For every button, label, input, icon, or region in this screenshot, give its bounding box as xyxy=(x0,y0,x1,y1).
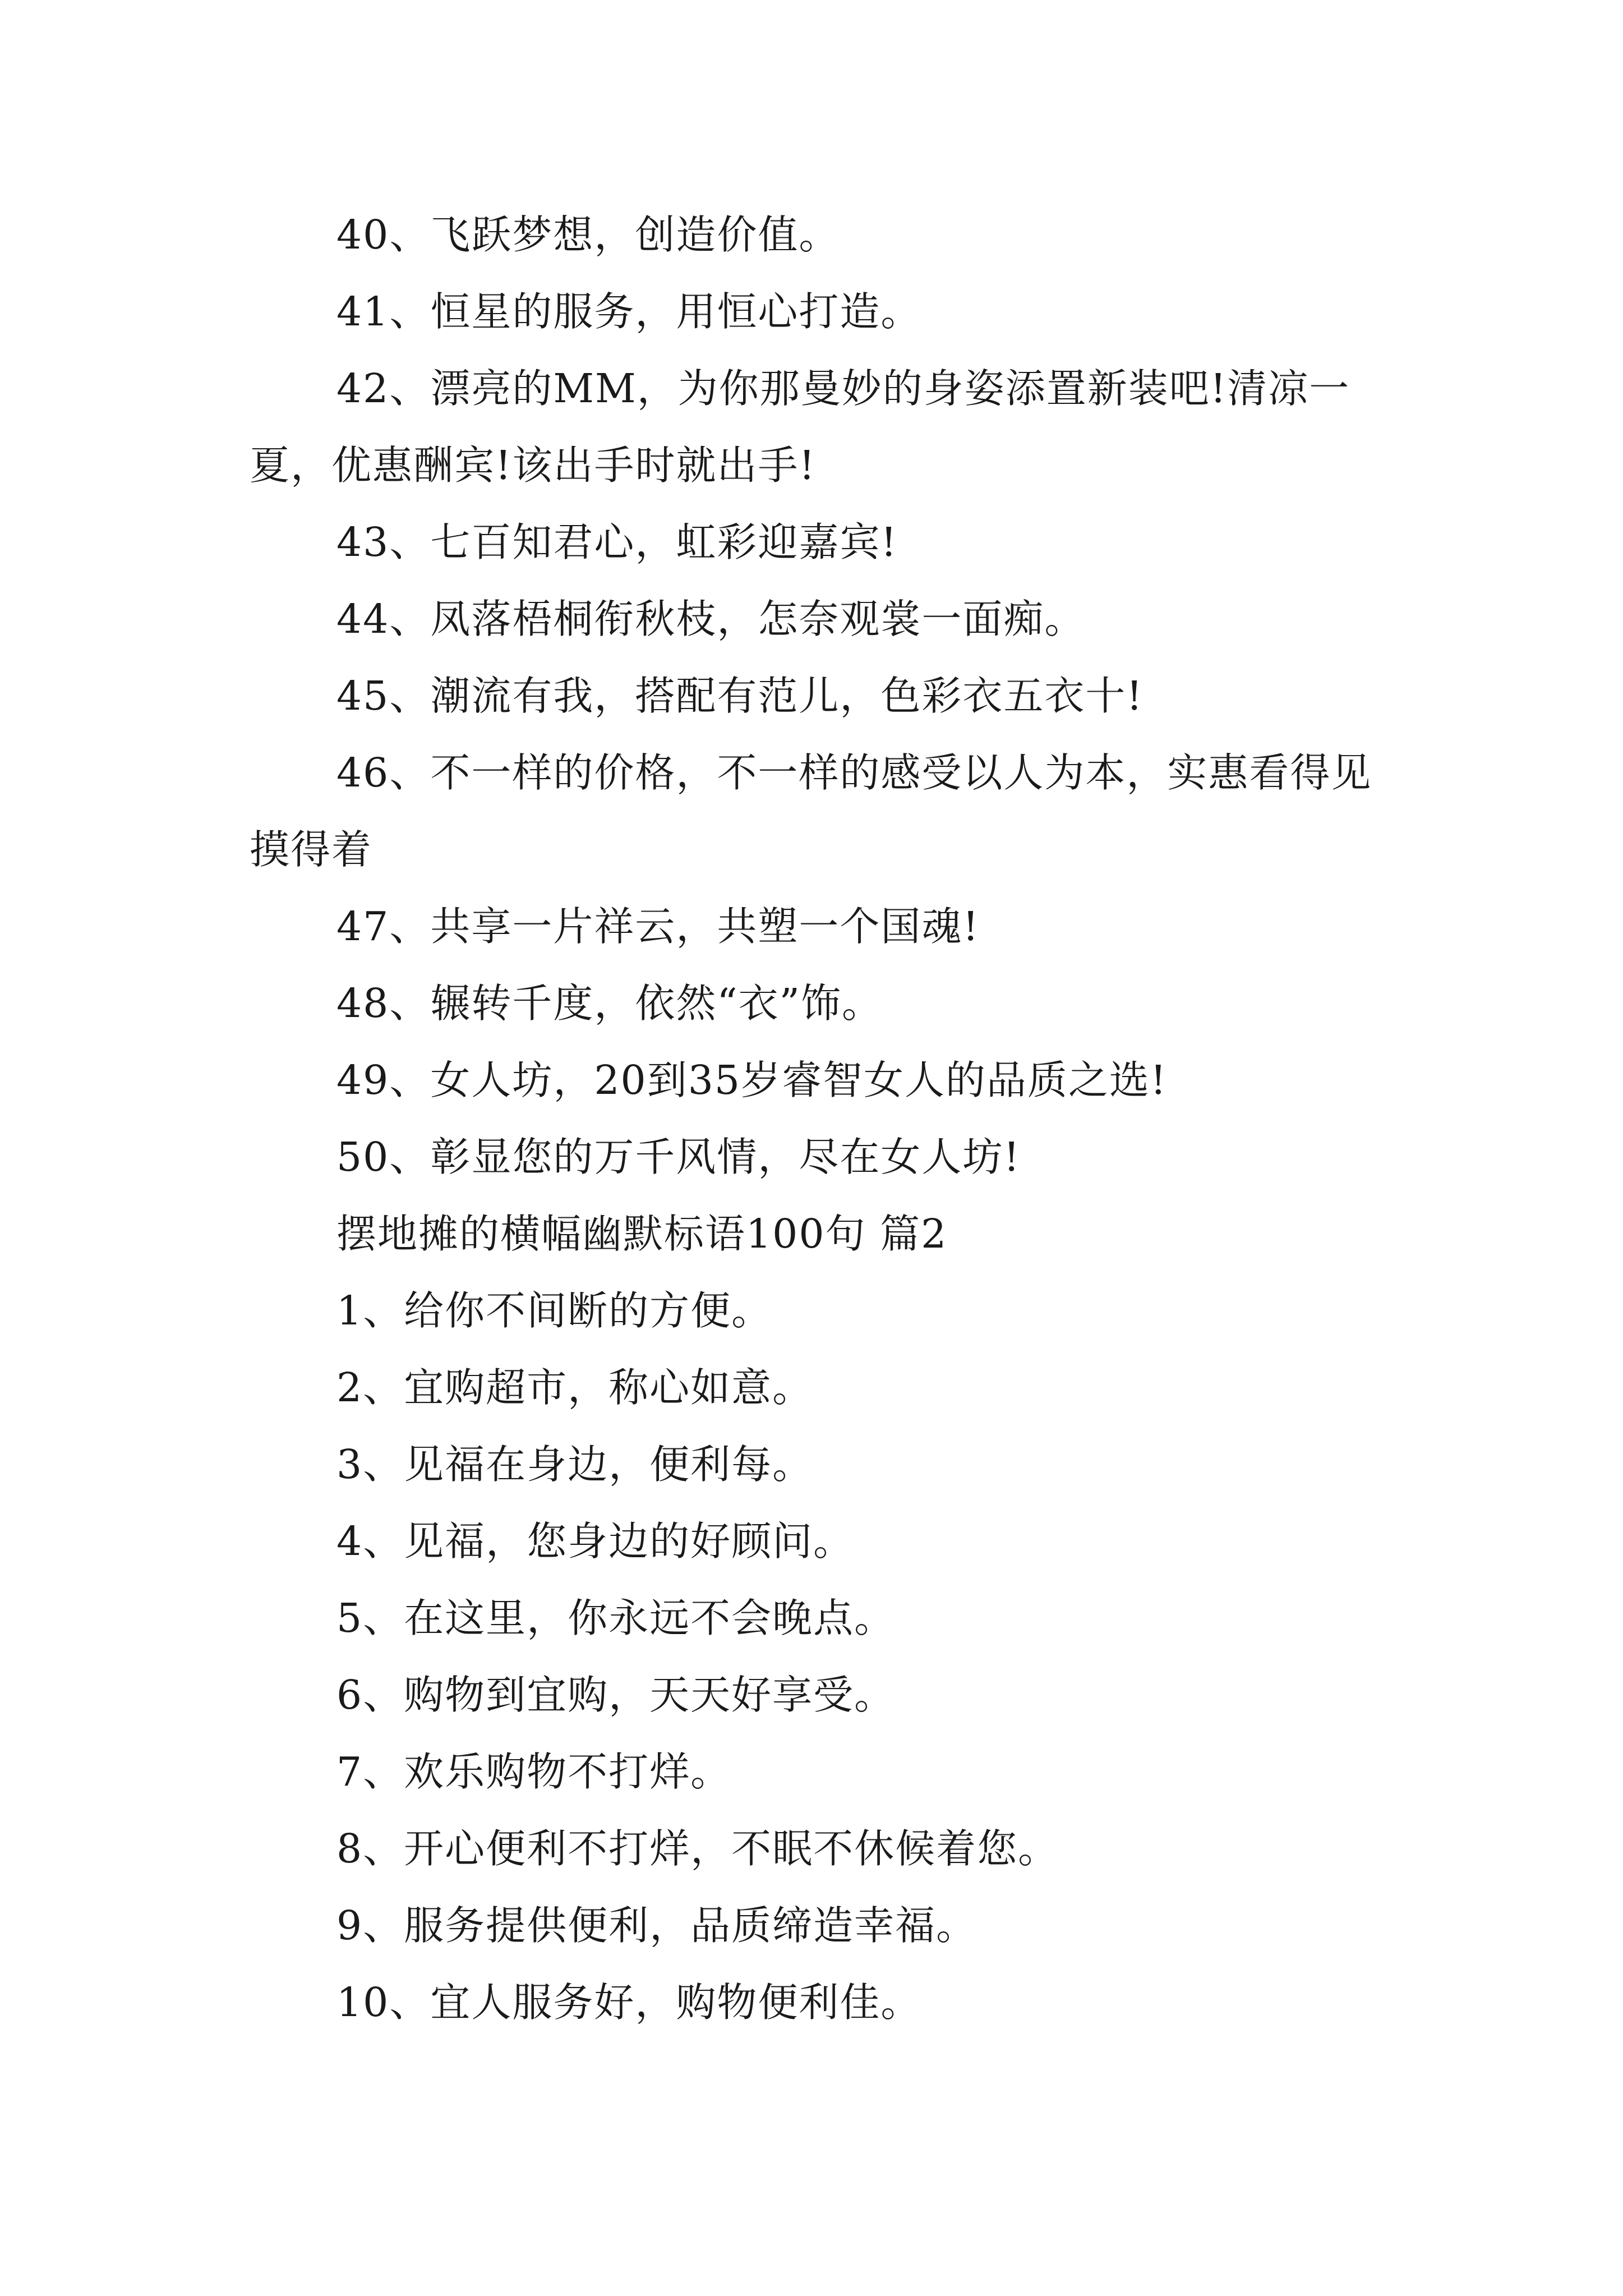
paragraph: 43、七百知君心，虹彩迎嘉宾! xyxy=(336,519,898,565)
paragraph: 49、女人坊，20到35岁睿智女人的品质之选! xyxy=(336,1057,1168,1103)
paragraph: 5、在这里，你永远不会晚点。 xyxy=(336,1595,896,1641)
document-body xyxy=(250,196,1394,2041)
paragraph: 8、开心便利不打烊，不眠不休候着您。 xyxy=(336,1825,1059,1872)
paragraph: 1、给你不间断的方便。 xyxy=(336,1287,773,1334)
paragraph: 45、潮流有我，搭配有范儿，色彩衣五衣十! xyxy=(336,673,1144,719)
paragraph: 7、欢乐购物不打烊。 xyxy=(336,1749,732,1795)
paragraph: 9、服务提供便利，品质缔造幸福。 xyxy=(336,1902,978,1949)
paragraph: 44、凤落梧桐衔秋枝，怎奈观裳一面痴。 xyxy=(336,596,1086,642)
paragraph: 48、辗转千度，依然“衣”饰。 xyxy=(336,980,883,1027)
paragraph: 50、彰显您的万千风情，尽在女人坊! xyxy=(336,1134,1021,1180)
paragraph: 46、不一样的价格，不一样的感受以人为本，实惠看得见摸得着 xyxy=(250,749,1372,873)
paragraph: 2、宜购超市，称心如意。 xyxy=(336,1364,814,1411)
paragraph: 3、见福在身边，便利每。 xyxy=(336,1441,814,1488)
section-heading: 摆地摊的横幅幽默标语100句 篇2 xyxy=(336,1211,948,1257)
paragraph: 42、漂亮的MM，为你那曼妙的身姿添置新装吧!清凉一夏，优惠酬宾!该出手时就出手! xyxy=(250,365,1350,489)
paragraph: 41、恒星的服务，用恒心打造。 xyxy=(336,288,922,335)
paragraph: 40、飞跃梦想，创造价值。 xyxy=(336,211,840,258)
paragraph: 4、见福，您身边的好顾问。 xyxy=(336,1518,855,1565)
paragraph: 47、共享一片祥云，共塑一个国魂! xyxy=(336,903,980,950)
paragraph: 10、宜人服务好，购物便利佳。 xyxy=(336,1979,922,2026)
paragraph: 6、购物到宜购，天天好享受。 xyxy=(336,1672,896,1718)
